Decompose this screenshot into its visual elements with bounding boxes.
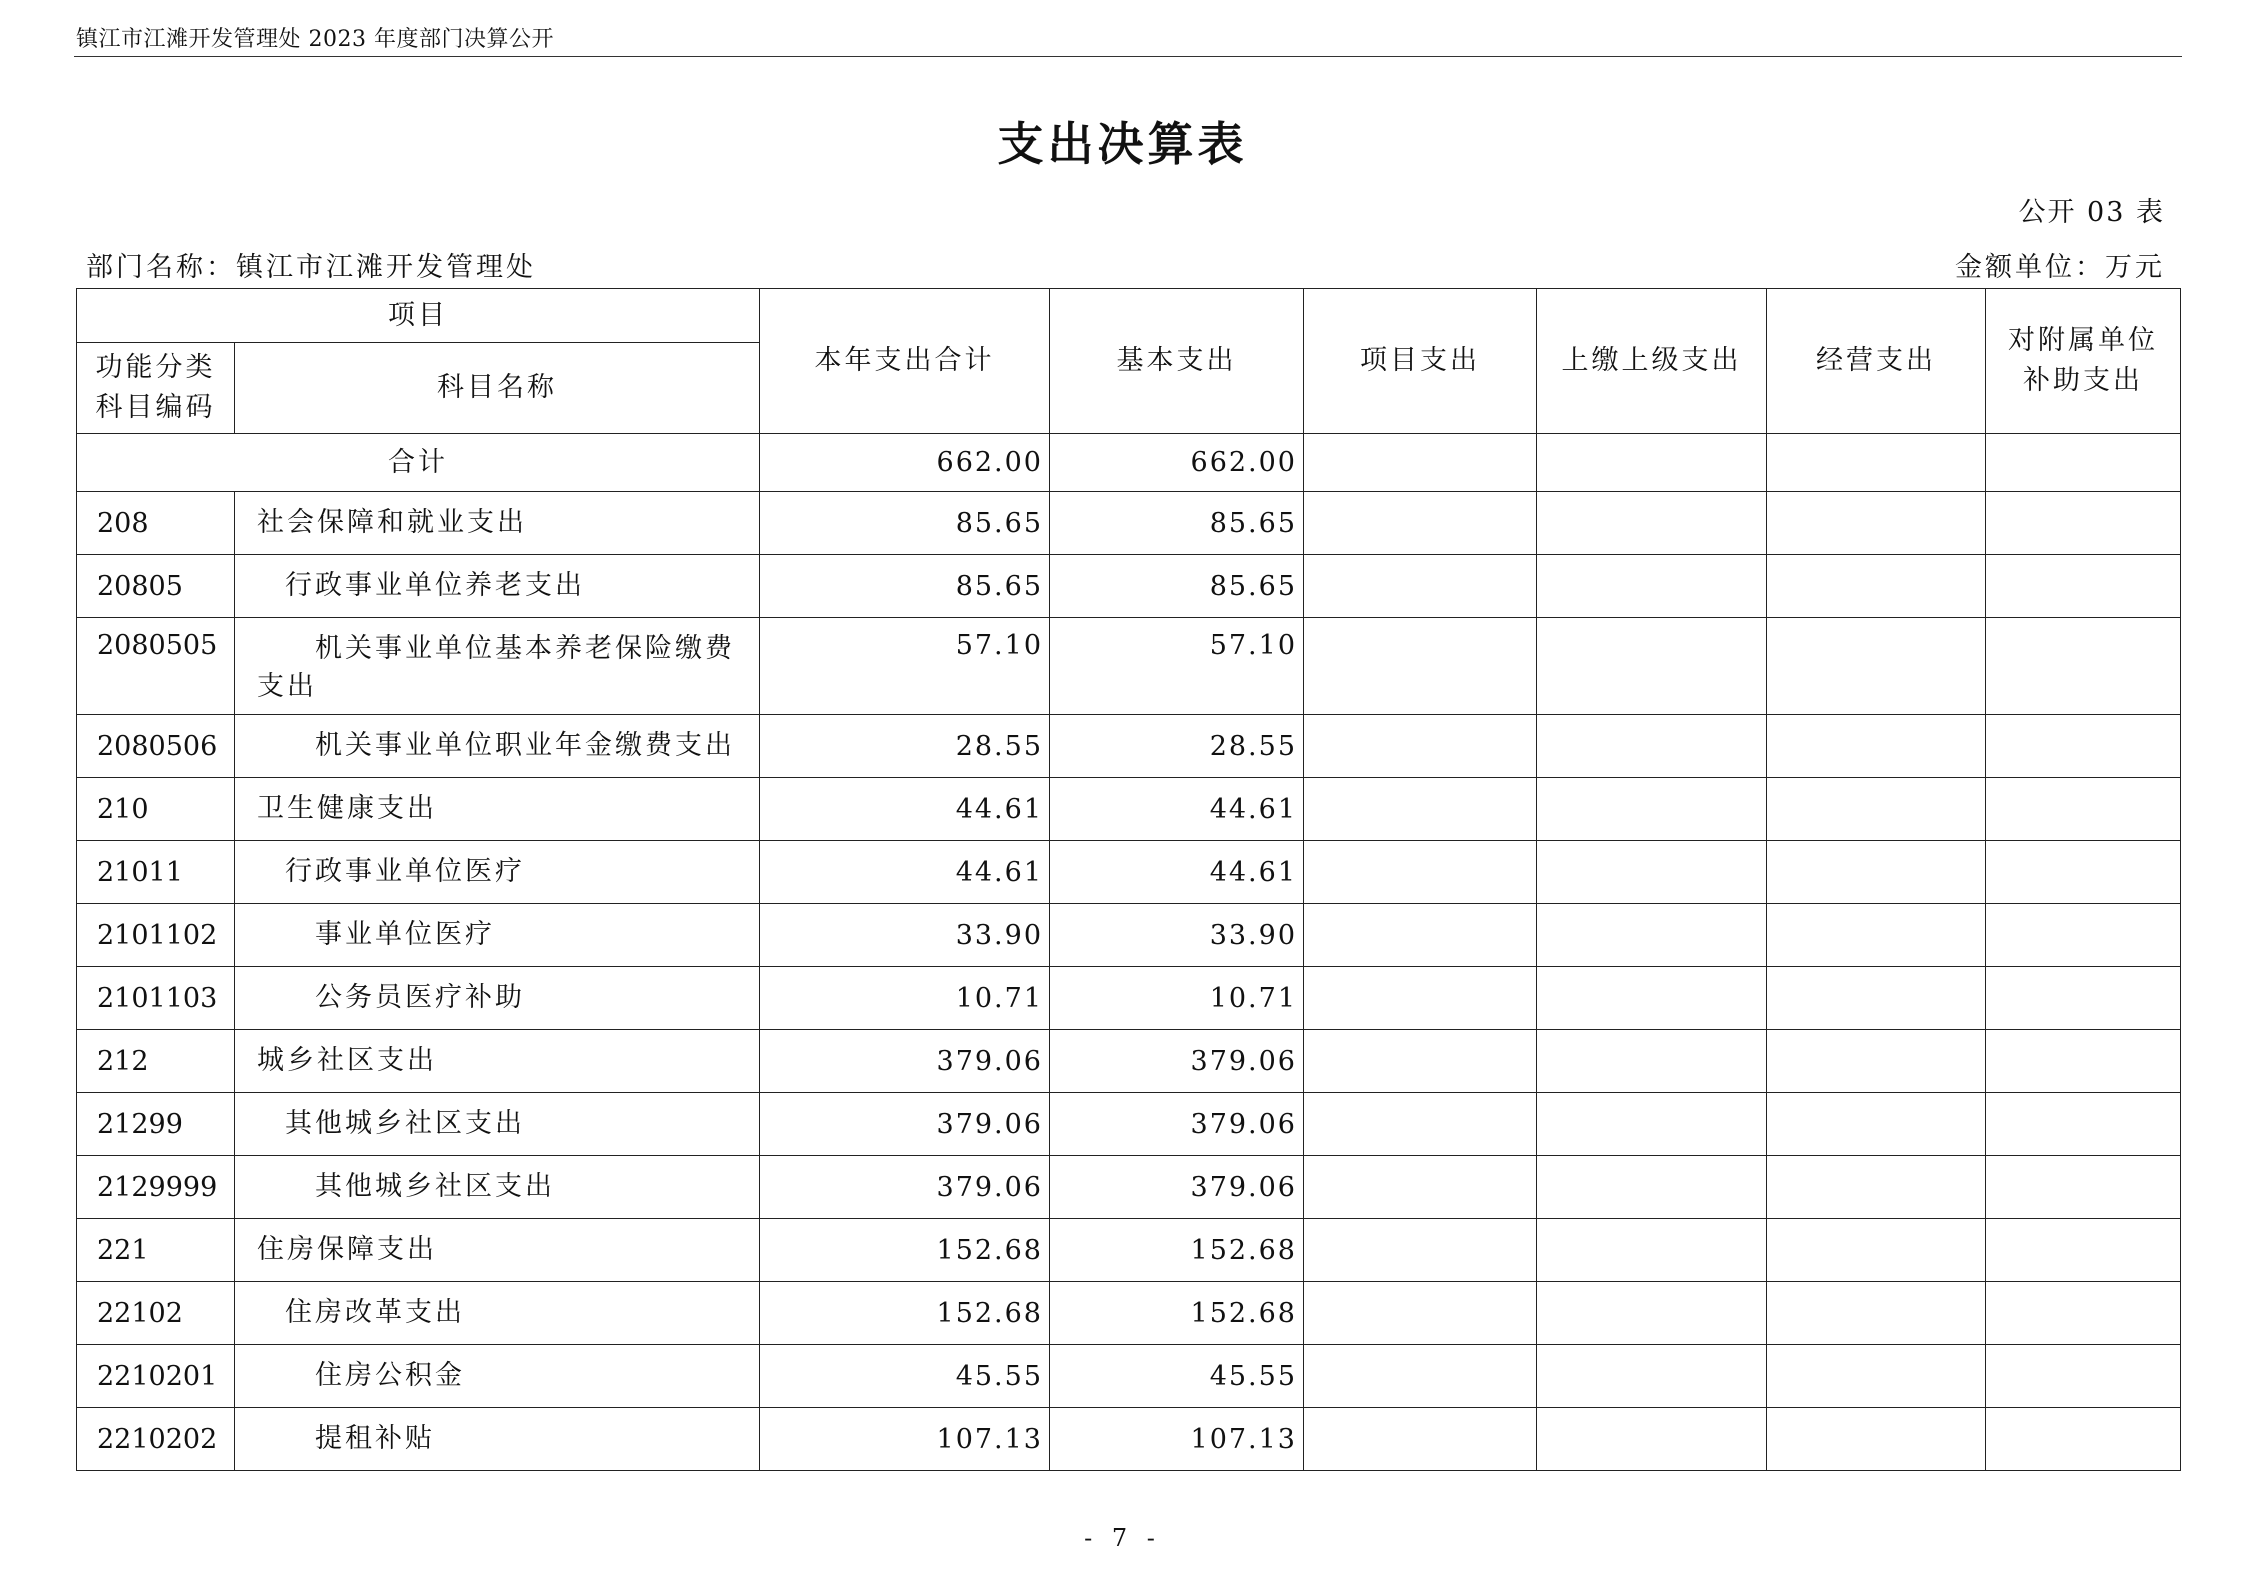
empty-cell: [1537, 904, 1767, 967]
table-row: [77, 1030, 2181, 1093]
table-row: [77, 715, 2181, 778]
empty-cell: [1986, 1093, 2181, 1156]
empty-cell: [1537, 492, 1767, 555]
row-name: 机关事业单位基本养老保险缴费支出: [235, 618, 760, 715]
empty-cell: [1986, 904, 2181, 967]
empty-cell: [1767, 1030, 1986, 1093]
empty-cell: [1304, 1156, 1537, 1219]
empty-cell: [1304, 967, 1537, 1030]
empty-cell: [1537, 1156, 1767, 1219]
row-code: 2210201: [77, 1345, 235, 1408]
row-total: 379.06: [760, 1030, 1050, 1093]
row-name: 社会保障和就业支出: [235, 492, 760, 555]
row-total: 107.13: [760, 1408, 1050, 1471]
row-code: 2080505: [77, 618, 235, 715]
row-name: 卫生健康支出: [235, 778, 760, 841]
empty-cell: [1986, 555, 2181, 618]
empty-cell: [1767, 1282, 1986, 1345]
table-row: [77, 1093, 2181, 1156]
empty-cell: [1537, 778, 1767, 841]
empty-cell: [1537, 555, 1767, 618]
empty-cell: [1537, 967, 1767, 1030]
row-name: 其他城乡社区支出: [235, 1093, 760, 1156]
row-name: 其他城乡社区支出: [235, 1156, 760, 1219]
header-project-expenditure: 项目支出: [1304, 289, 1537, 434]
row-basic: 33.90: [1050, 904, 1304, 967]
row-name: 提租补贴: [235, 1408, 760, 1471]
table-row: [77, 967, 2181, 1030]
table-row: [77, 1345, 2181, 1408]
empty-cell: [1304, 778, 1537, 841]
empty-cell: [1304, 555, 1537, 618]
empty-cell: [1537, 1408, 1767, 1471]
header-basic: 基本支出: [1050, 289, 1304, 434]
header-subsidy: 对附属单位 补助支出: [1986, 289, 2181, 434]
total-basic: 662.00: [1050, 434, 1304, 492]
header-business: 经营支出: [1767, 289, 1986, 434]
empty-cell: [1304, 1093, 1537, 1156]
row-total: 44.61: [760, 778, 1050, 841]
row-basic: 379.06: [1050, 1093, 1304, 1156]
row-basic: 45.55: [1050, 1345, 1304, 1408]
empty-cell: [1767, 492, 1986, 555]
expenditure-table: [76, 288, 2181, 1471]
row-basic: 57.10: [1050, 618, 1304, 715]
amount-unit: 金额单位：万元: [1955, 252, 2165, 283]
total-row: [77, 434, 2181, 492]
empty-cell: [1304, 1219, 1537, 1282]
empty-cell: [1986, 1219, 2181, 1282]
row-basic: 28.55: [1050, 715, 1304, 778]
row-name: 住房改革支出: [235, 1282, 760, 1345]
empty-cell: [1537, 1219, 1767, 1282]
row-code: 208: [77, 492, 235, 555]
empty-cell: [1537, 715, 1767, 778]
empty-cell: [1537, 618, 1767, 715]
page-title: 支出决算表: [997, 117, 1248, 171]
empty-cell: [1986, 715, 2181, 778]
empty-cell: [1537, 1030, 1767, 1093]
row-basic: 10.71: [1050, 967, 1304, 1030]
row-code: 2210202: [77, 1408, 235, 1471]
running-header: 镇江市江滩开发管理处 2023 年度部门决算公开: [76, 27, 554, 52]
empty-cell: [1304, 434, 1537, 492]
table-row: [77, 492, 2181, 555]
row-code: 22102: [77, 1282, 235, 1345]
table-row: [77, 841, 2181, 904]
header-upper-remittance: 上缴上级支出: [1537, 289, 1767, 434]
empty-cell: [1767, 778, 1986, 841]
empty-cell: [1767, 1345, 1986, 1408]
empty-cell: [1304, 618, 1537, 715]
empty-cell: [1537, 1282, 1767, 1345]
table-number: 公开 03 表: [2018, 197, 2165, 228]
row-total: 28.55: [760, 715, 1050, 778]
row-total: 45.55: [760, 1345, 1050, 1408]
empty-cell: [1304, 1345, 1537, 1408]
table-row: [77, 1156, 2181, 1219]
row-basic: 44.61: [1050, 778, 1304, 841]
empty-cell: [1986, 492, 2181, 555]
table-row: [77, 1219, 2181, 1282]
row-basic: 85.65: [1050, 555, 1304, 618]
empty-cell: [1304, 1282, 1537, 1345]
empty-cell: [1986, 1030, 2181, 1093]
empty-cell: [1304, 492, 1537, 555]
row-basic: 379.06: [1050, 1156, 1304, 1219]
total-label: 合计: [77, 434, 760, 492]
row-name: 住房保障支出: [235, 1219, 760, 1282]
table-row: [77, 1282, 2181, 1345]
row-code: 21011: [77, 841, 235, 904]
empty-cell: [1767, 434, 1986, 492]
row-basic: 107.13: [1050, 1408, 1304, 1471]
empty-cell: [1986, 778, 2181, 841]
row-total: 379.06: [760, 1156, 1050, 1219]
empty-cell: [1986, 434, 2181, 492]
empty-cell: [1986, 1156, 2181, 1219]
row-total: 152.68: [760, 1282, 1050, 1345]
row-basic: 152.68: [1050, 1219, 1304, 1282]
row-total: 85.65: [760, 555, 1050, 618]
empty-cell: [1986, 841, 2181, 904]
row-code: 21299: [77, 1093, 235, 1156]
row-basic: 85.65: [1050, 492, 1304, 555]
header-name: 科目名称: [235, 343, 760, 434]
row-code: 221: [77, 1219, 235, 1282]
empty-cell: [1767, 618, 1986, 715]
empty-cell: [1767, 555, 1986, 618]
empty-cell: [1767, 1219, 1986, 1282]
empty-cell: [1304, 904, 1537, 967]
row-total: 85.65: [760, 492, 1050, 555]
row-basic: 379.06: [1050, 1030, 1304, 1093]
row-basic: 152.68: [1050, 1282, 1304, 1345]
row-code: 2080506: [77, 715, 235, 778]
empty-cell: [1767, 904, 1986, 967]
header-code: 功能分类 科目编码: [77, 343, 235, 434]
empty-cell: [1767, 1156, 1986, 1219]
row-code: 2101102: [77, 904, 235, 967]
empty-cell: [1304, 715, 1537, 778]
empty-cell: [1767, 1408, 1986, 1471]
row-name: 住房公积金: [235, 1345, 760, 1408]
row-code: 2101103: [77, 967, 235, 1030]
row-total: 152.68: [760, 1219, 1050, 1282]
row-name: 行政事业单位医疗: [235, 841, 760, 904]
row-name: 公务员医疗补助: [235, 967, 760, 1030]
empty-cell: [1986, 1408, 2181, 1471]
row-name: 机关事业单位职业年金缴费支出: [235, 715, 760, 778]
empty-cell: [1767, 967, 1986, 1030]
header-project: 项目: [77, 289, 760, 343]
row-name: 行政事业单位养老支出: [235, 555, 760, 618]
empty-cell: [1304, 1030, 1537, 1093]
header-total: 本年支出合计: [760, 289, 1050, 434]
empty-cell: [1986, 967, 2181, 1030]
row-total: 379.06: [760, 1093, 1050, 1156]
empty-cell: [1767, 1093, 1986, 1156]
page-number: - 7 -: [1084, 1524, 1161, 1552]
empty-cell: [1304, 841, 1537, 904]
empty-cell: [1986, 618, 2181, 715]
department-name: 部门名称：镇江市江滩开发管理处: [86, 252, 536, 283]
total-amount: 662.00: [760, 434, 1050, 492]
empty-cell: [1537, 1093, 1767, 1156]
row-total: 10.71: [760, 967, 1050, 1030]
table-row: [77, 778, 2181, 841]
table-row: [77, 1408, 2181, 1471]
row-code: 210: [77, 778, 235, 841]
empty-cell: [1767, 715, 1986, 778]
table-row: [77, 904, 2181, 967]
row-code: 20805: [77, 555, 235, 618]
row-total: 44.61: [760, 841, 1050, 904]
table-row: [77, 618, 2181, 715]
empty-cell: [1304, 1408, 1537, 1471]
header-rule: [74, 56, 2182, 57]
empty-cell: [1537, 434, 1767, 492]
empty-cell: [1986, 1345, 2181, 1408]
empty-cell: [1537, 1345, 1767, 1408]
row-name: 事业单位医疗: [235, 904, 760, 967]
table-row: [77, 555, 2181, 618]
row-code: 2129999: [77, 1156, 235, 1219]
row-basic: 44.61: [1050, 841, 1304, 904]
empty-cell: [1537, 841, 1767, 904]
empty-cell: [1767, 841, 1986, 904]
row-total: 33.90: [760, 904, 1050, 967]
row-code: 212: [77, 1030, 235, 1093]
row-name: 城乡社区支出: [235, 1030, 760, 1093]
row-total: 57.10: [760, 618, 1050, 715]
empty-cell: [1986, 1282, 2181, 1345]
